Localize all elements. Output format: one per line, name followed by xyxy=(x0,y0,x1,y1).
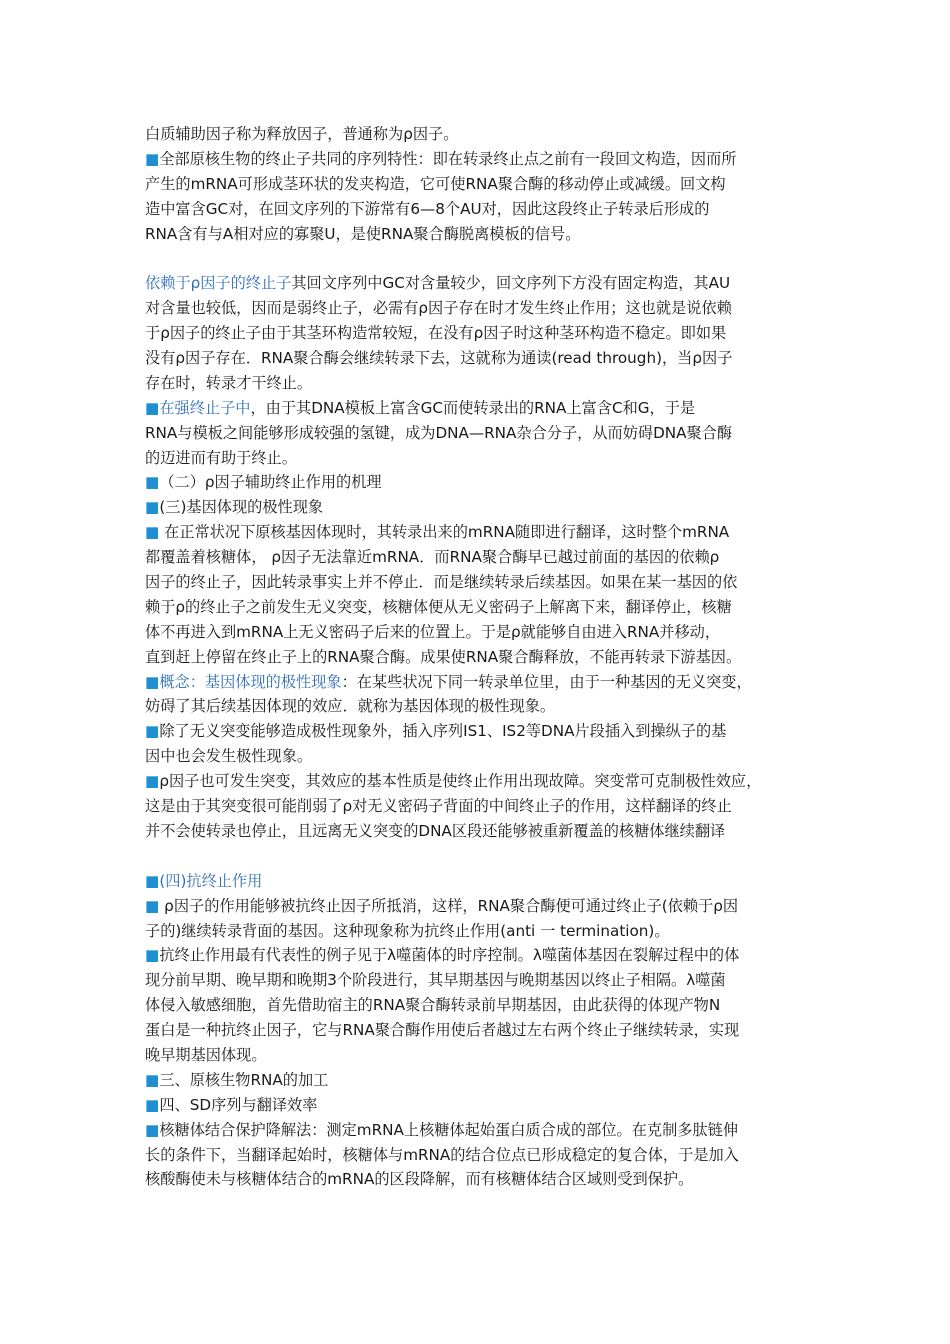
text-line xyxy=(145,122,825,147)
text-line xyxy=(145,894,825,919)
text-line xyxy=(145,495,825,520)
text-line xyxy=(145,819,825,844)
line-text: 除了无义突变能够造成极性现象外，插入序列IS1、IS2等DNA片段插入到操纵子的基 xyxy=(159,722,727,741)
blue-square-icon: ■ xyxy=(145,473,160,492)
paragraph xyxy=(145,122,825,147)
text-line xyxy=(145,1018,825,1043)
line-text: 因中也会发生极性现象。 xyxy=(145,747,313,766)
text-line xyxy=(145,197,825,222)
paragraph xyxy=(145,769,825,844)
line-text: 核糖体结合保护降解法：测定mRNA上核糖体起始蛋白质合成的部位。在克制多肽链伸 xyxy=(159,1120,739,1139)
text-line xyxy=(145,993,825,1018)
blue-square-icon: ■ xyxy=(145,871,160,890)
line-text: 三、原核生物RNA的加工 xyxy=(159,1070,329,1089)
blue-square-icon: ■ xyxy=(145,1070,160,1089)
blue-square-icon: ■ xyxy=(145,896,160,915)
text-line xyxy=(145,1093,825,1118)
line-text: 这是由于其突变很可能削弱了ρ对无义密码子背面的中间终止子的作用，这样翻译的终止 xyxy=(145,797,732,816)
line-text: 于ρ因子的终止子由于其茎环构造常较短，在没有ρ因子时这种茎环构造不稳定。即如果 xyxy=(145,324,727,343)
line-text: 赖于ρ的终止子之前发生无义突变，核糖体便从无义密码子上解离下来，翻译停止，核糖 xyxy=(145,597,732,616)
line-text: 其回文序列中GC对含量较少，回文序列下方没有固定构造，其AU xyxy=(291,274,731,293)
text-line xyxy=(145,769,825,794)
line-text: 在正常状况下原核基因体现时，其转录出来的mRNA随即进行翻译，这时整个mRNA xyxy=(159,523,730,542)
highlighted-term: (四)抗终止作用 xyxy=(159,871,263,890)
text-line xyxy=(145,694,825,719)
line-text: （二）ρ因子辅助终止作用的机理 xyxy=(159,473,382,492)
text-line xyxy=(145,919,825,944)
paragraph xyxy=(145,396,825,471)
line-text: ρ因子也可发生突变，其效应的基本性质是使终止作用出现故障。突变常可克制极性效应， xyxy=(159,772,762,791)
text-line xyxy=(145,869,825,894)
line-text: 产生的mRNA可形成茎环状的发夹构造，它可使RNA聚合酶的移动停止或减缓。回文构 xyxy=(145,174,726,193)
blank-line xyxy=(145,246,825,271)
line-text: 因子的终止子，因此转录事实上并不停止．而是继续转录后续基因。如果在某一基因的依 xyxy=(145,573,738,592)
text-line xyxy=(145,271,825,296)
line-text: ：在某些状况下同一转录单位里，由于一种基因的无义突变， xyxy=(341,672,752,691)
text-line xyxy=(145,744,825,769)
paragraph xyxy=(145,943,825,1067)
line-text: 四、SD序列与翻译效率 xyxy=(159,1095,318,1114)
line-text: 白质辅助因子称为释放因子，普通称为ρ因子。 xyxy=(145,125,459,143)
line-text: 造中富含GC对，在回文序列的下游常有6—8个AU对，因此这段终止子转录后形成的 xyxy=(145,199,710,218)
paragraph xyxy=(145,147,825,247)
text-line xyxy=(145,470,825,495)
line-text: ρ因子的作用能够被抗终止因子所抵消，这样，RNA聚合酶便可通过终止子(依赖于ρ因 xyxy=(159,896,739,915)
paragraph xyxy=(145,894,825,944)
line-text: 长的条件下，当翻译起始时，核糖体与mRNA的结合位点已形成稳定的复合体，于是加入 xyxy=(145,1145,739,1164)
line-text: 体侵入敏感细胞，首先借助宿主的RNA聚合酶转录前早期基因，由此获得的体现产物N xyxy=(145,996,721,1015)
text-line xyxy=(145,943,825,968)
blue-square-icon: ■ xyxy=(145,398,160,417)
text-line xyxy=(145,719,825,744)
line-text: (三)基因体现的极性现象 xyxy=(159,498,324,517)
line-text: ，由于其DNA模板上富含GC而使转录出的RNA上富含C和G，于是 xyxy=(250,398,696,417)
highlighted-term: 依赖于ρ因子的终止子 xyxy=(145,274,292,293)
blue-square-icon: ■ xyxy=(145,1095,160,1114)
text-line xyxy=(145,595,825,620)
line-text: 子的)继续转录背面的基因。这种现象称为抗终止作用(anti 一 termination)。 xyxy=(145,921,670,940)
blue-square-icon: ■ xyxy=(145,946,160,965)
line-text: 的迈进而有助于终止。 xyxy=(145,448,297,467)
text-line xyxy=(145,670,825,695)
text-line xyxy=(145,1068,825,1093)
text-line xyxy=(145,446,825,471)
paragraph xyxy=(145,1068,825,1093)
document-page xyxy=(145,122,825,1192)
highlighted-term: 在强终止子中 xyxy=(159,398,251,417)
text-line xyxy=(145,570,825,595)
blue-square-icon: ■ xyxy=(145,722,160,741)
text-line xyxy=(145,172,825,197)
line-text: 全部原核生物的终止子共同的序列特性：即在转录终止点之前有一段回文构造，因而所 xyxy=(159,149,737,168)
line-text: 核酸酶使未与核糖体结合的mRNA的区段降解，而有核糖体结合区域则受到保护。 xyxy=(145,1170,694,1189)
paragraph xyxy=(145,670,825,720)
paragraph xyxy=(145,520,825,669)
line-text: RNA含有与A相对应的寡聚U，是使RNA聚合酶脱离模板的信号。 xyxy=(145,224,581,243)
blue-square-icon: ■ xyxy=(145,149,160,168)
paragraph xyxy=(145,470,825,495)
text-line xyxy=(145,296,825,321)
text-line xyxy=(145,545,825,570)
line-text: 直到赶上停留在终止子上的RNA聚合酶。成果使RNA聚合酶释放，不能再转录下游基因。 xyxy=(145,647,742,666)
paragraph xyxy=(145,1093,825,1118)
text-line xyxy=(145,645,825,670)
text-line xyxy=(145,520,825,545)
line-text: 对含量也较低，因而是弱终止子，必需有ρ因子存在时才发生终止作用；这也就是说依赖 xyxy=(145,299,732,318)
line-text: 并不会使转录也停止，且远离无义突变的DNA区段还能够被重新覆盖的核糖体继续翻译 xyxy=(145,821,726,840)
text-line xyxy=(145,222,825,247)
line-text: 都覆盖着核糖体， ρ因子无法靠近mRNA．而RNA聚合酶早已越过前面的基因的依赖ρ xyxy=(145,548,720,567)
line-text: 妨碍了其后续基因体现的效应．就称为基因体现的极性现象。 xyxy=(145,697,556,716)
text-line xyxy=(145,1167,825,1192)
text-line xyxy=(145,371,825,396)
text-line xyxy=(145,147,825,172)
paragraph xyxy=(145,1118,825,1193)
text-line xyxy=(145,346,825,371)
line-text: 蛋白是一种抗终止因子，它与RNA聚合酶作用使后者越过左右两个终止子继续转录，实现 xyxy=(145,1021,740,1040)
paragraph xyxy=(145,495,825,520)
text-line xyxy=(145,968,825,993)
highlighted-term: 概念：基因体现的极性现象 xyxy=(159,672,342,691)
text-line xyxy=(145,321,825,346)
line-text: 存在时，转录才干终止。 xyxy=(145,373,313,392)
blue-square-icon: ■ xyxy=(145,772,160,791)
line-text: 没有ρ因子存在．RNA聚合酶会继续转录下去，这就称为通读(read through)，当ρ因子 xyxy=(145,349,733,368)
line-text: RNA与模板之间能够形成较强的氢键，成为DNA—RNA杂合分子，从而妨碍DNA聚合酶 xyxy=(145,423,733,442)
text-line xyxy=(145,396,825,421)
text-line xyxy=(145,1143,825,1168)
line-text: 现分前早期、晚早期和晚期3个阶段进行，其早期基因与晚期基因以终止子相隔。λ噬菌 xyxy=(145,971,726,990)
blue-square-icon: ■ xyxy=(145,672,160,691)
text-line xyxy=(145,1043,825,1068)
text-line xyxy=(145,1118,825,1143)
paragraph xyxy=(145,271,825,395)
blue-square-icon: ■ xyxy=(145,498,160,517)
blue-square-icon: ■ xyxy=(145,523,160,542)
line-text: 抗终止作用最有代表性的例子见于λ噬菌体的时序控制。λ噬菌体基因在裂解过程中的体 xyxy=(159,946,740,965)
text-line xyxy=(145,794,825,819)
paragraph xyxy=(145,719,825,769)
text-line xyxy=(145,620,825,645)
line-text: 晚早期基因体现。 xyxy=(145,1045,267,1064)
blue-square-icon: ■ xyxy=(145,1120,160,1139)
line-text: 体不再进入到mRNA上无义密码子后来的位置上。于是ρ就能够自由进入RNA并移动， xyxy=(145,622,721,641)
text-line xyxy=(145,421,825,446)
blank-line xyxy=(145,844,825,869)
paragraph xyxy=(145,869,825,894)
